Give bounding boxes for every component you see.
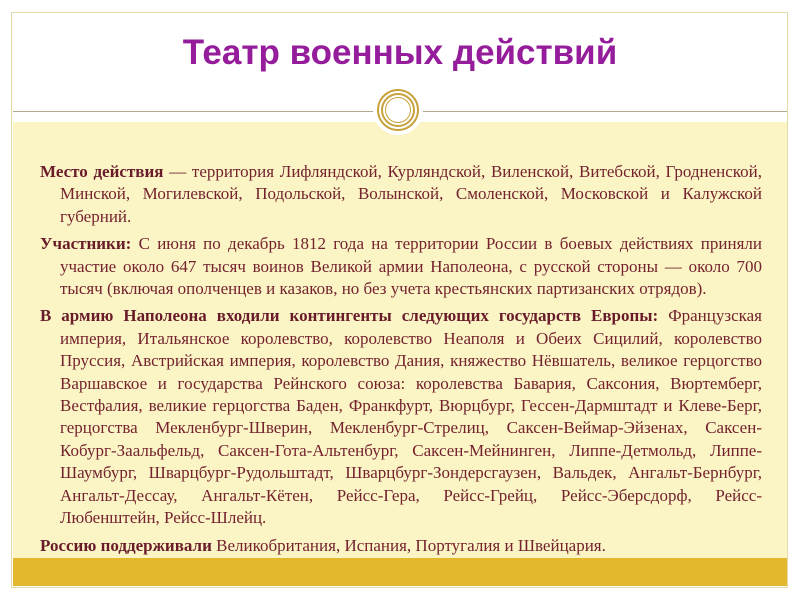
circle-ornament-icon xyxy=(377,89,419,131)
paragraph-text: С июня по декабрь 1812 года на территории России в боевых действиях приняли участие около 647 тысяч воинов Великой армии Наполеона, с русской стороны — около 700 тысяч (включая ополченцев и казаков, но без учета крестьянских партизанских отрядов). xyxy=(60,234,762,299)
paragraph-russia-allies xyxy=(40,535,762,557)
paragraph-napoleon-army xyxy=(40,305,762,529)
paragraph-text: Великобритания, Испания, Португалия и Швейцария. xyxy=(216,535,606,555)
paragraph-text: — территория Лифляндской, Курляндской, Виленской, Витебской, Гродненской, Минской, Могилевской, Подольской, Волынской, Смоленской, Московской и Калужской губерний. xyxy=(60,162,763,226)
slide-title: Театр военных действий xyxy=(182,33,618,72)
paragraph-place xyxy=(40,161,762,228)
paragraph-lead: Участники: xyxy=(40,234,132,254)
slide-body-text xyxy=(40,161,762,562)
paragraph-text: Французская империя, Итальянское королевство, королевство Неаполя и Обеих Сицилий, королевство Пруссия, Австрийская империя, королевство Дания, княжество Нёвшатель, великое герцогство Варшавское и государства Рейнского союза: королевства Бавария, Саксония, Вюртемберг, Вестфалия, великие герцогства Баден, Франкфурт, Вюрцбург, Гессен-Дармштадт и Клеве-Берг, герцогства Мекленбург-Шверин, Мекленбург-Стрелиц, Саксен-Веймар-Эйзенах, Саксен-Кобург-Заальфельд, Саксен-Гота-Альтенбург, Саксен-Мейнинген, Липпе-Детмольд, Липпе-Шаумбург, Шварцбург-Рудольштадт, Шварцбург-Зондерсгаузен, Вальдек, Ангальт-Бернбург, Ангальт-Дессау, Ангальт-Кётен, Рейсс-Гера, Рейсс-Грейц, Рейсс-Эберсдорф, Рейсс-Любенштейн, Рейсс-Шлейц. xyxy=(60,306,762,528)
paragraph-participants xyxy=(40,233,762,300)
footer-band xyxy=(13,558,787,586)
paragraph-lead: Место действия xyxy=(40,162,164,181)
paragraph-lead: Россию поддерживали xyxy=(40,535,212,555)
paragraph-lead: В армию Наполеона входили контингенты следующих государств Европы: xyxy=(40,306,659,326)
